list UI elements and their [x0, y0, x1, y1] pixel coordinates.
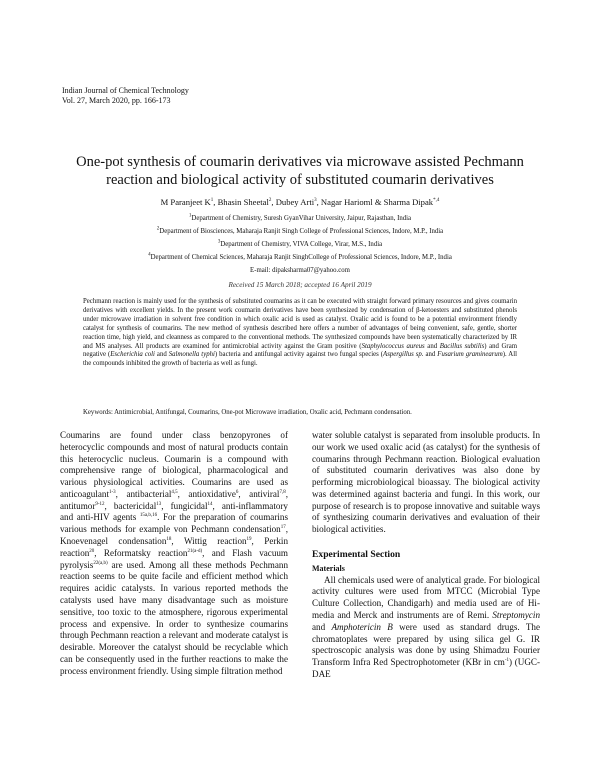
section-heading-experimental: Experimental Section	[312, 549, 401, 561]
keywords-text: Antimicrobial, Antifungal, Coumarins, One-pot Microwave irradiation, Oxalic acid, Pechmann condensation.	[112, 409, 412, 416]
keywords-label: Keywords:	[83, 409, 113, 416]
author-list: M Paranjeet $K^1$, Bhasin Sheetal$^2$, Dubey Arti$^3$, Nagar Harioml & Sharma Dipak$^{*,4}$	[160, 197, 440, 207]
affiliation-3: $^3$Department of Chemistry, VIVA College, Virar, M.S., India	[217, 239, 383, 248]
affiliation-4: $^4$Department of Chemical Sciences, Maharaja Ranjit SinghCollege of Professional Sciences, Indore, M.P., India	[148, 252, 452, 261]
received-dates: Received 15 March 2018; accepted 16 April 2019	[228, 281, 372, 289]
title-line-2: reaction and biological activity of substituted coumarin derivatives	[106, 172, 494, 188]
author-2: , Bhasin Sheetal	[213, 197, 269, 207]
corresponding-email[interactable]: E-mail: dipaksharma07@yahoo.com	[250, 267, 350, 274]
author-4: , Nagar Harioml	[316, 197, 373, 207]
intro-paragraph-continued: water soluble catalyst is separated from insoluble products. In our work we used oxalic acid (as catalyst) for the synthesis of coumarins through Pechmann reaction. Biological evaluation of substituted coumarin derivatives was also done by performing microbiological bioassay. The biological activity was determined against bacteria and fungi. In this work, our purpose of research is to propose innovative and suitable ways of synthesizing coumarin derivatives and evaluation of their biological activities.	[312, 430, 540, 535]
affiliations	[60, 212, 540, 277]
keywords	[83, 408, 517, 417]
intro-paragraph: Coumarins are found under class benzopyrones of heterocyclic compounds and most of natural products contain this heterocyclic nucleus. Coumarin is a compound with comprehensive range of biological, pharmacological and various physiological activities. Coumarins are used as anticoagulant$^{1-3}$, antibacterial$^{4,5}$, antioxidative$^6$, antiviral$^{7,8}$, antitumor$^{9-12}$, bactericidal$^{13}$, fungicidal$^{14}$, anti-inflammatory and anti-HIV agents $^{15a,b,16}$. For the preparation of coumarins various methods for example von Pechmann condensation$^{17}$, Knoevenagel condensation$^{18}$, Wittig reaction$^{19}$, Perkin reaction$^{20}$, Reformatsky reaction$^{21(a-d)}$, and Flash vacuum pyrolysis$^{22(a,b)}$ are used. Among all these methods Pechmann reaction seems to be quite facile and efficient method which requires acidic catalysts. In various reported methods the catalysts used have many disadvantage such as moisture sensitive, too toxic to the atmosphere, rigorous experimental process and expensive. In order to synthesize coumarins through Pechmann reaction a relevant and moderate catalyst is desirable. Moreover the catalyst should be recyclable which can be consequently used in the further reactions to make the process environment friendly. Using simple filtration method	[60, 430, 289, 676]
materials-paragraph: All chemicals used were of analytical grade. For biological activity cultures were used from MTCC (Microbial Type Culture Collection, Chandigarh) and media used are of Hi-media and Merck and instruments are of Remi. Streptomycin and Amphotericin B were used as standard drugs. The chromatoplates were prepared by using silica gel G. IR spectroscopic analysis was done by using Shimadzu Fourier Transform Infra Red Spectrophotometer (KBr in $cm^{-1}$) (UGC-DAE	[312, 574, 540, 679]
author-5: & Sharma Dipak	[372, 197, 434, 207]
author-3: , Dubey Arti	[271, 197, 315, 207]
affiliation-1: $^1$Department of Chemistry, Suresh GyanVihar University, Jaipur, Rajasthan, India	[188, 213, 412, 222]
author-1: M Paranjeet K	[160, 197, 211, 207]
body-left-column	[60, 430, 288, 677]
journal-header	[62, 86, 189, 106]
body-right-column	[312, 430, 540, 681]
abstract: Pechmann reaction is mainly used for the synthesis of substituted coumarins as it can be executed with straight forward primary resources and gives coumarin derivatives with excellent yields. In the present work coumarin derivatives have been synthesized by condensation of β-ketoesters and substituted phenols under microwave irradiation in solvent free condition in which oxalic acid is used as catalyst. Oxalic acid is found to be a potential environment friendly catalyst for synthesis of coumarins. The new method of synthesis described here offers a number of advantages of being convenient, safe, gentle, shorter reaction time, high yield, and cleanness as compared to the conventional methods. The synthesized compounds have been systematically characterized by IR and MS analyses. All products are examined for antimicrobial activity against the Gram positive (Staphylococcus aureus and Bacillus subtilis) and Gram negative (Escherichia coli and Salmonella typhi) bacteria and antifungal activity against two fungal species (Aspergillus sp. and Fusarium graminearum). All the compounds inhibited the growth of bacteria as well as fungi.	[83, 298, 518, 368]
journal-issue: Vol. 27, March 2020, pp. 166-173	[62, 96, 171, 105]
affiliation-2: $^2$Department of Biosciences, Maharaja Ranjit Singh College of Professional Sciences, Indore, M.P., India	[156, 226, 444, 235]
journal-name: Indian Journal of Chemical Technology	[62, 86, 189, 95]
paper-title	[60, 153, 540, 189]
subheading-materials: Materials	[312, 563, 345, 573]
title-line-1: One-pot synthesis of coumarin derivatives via microwave assisted Pechmann	[76, 154, 524, 170]
